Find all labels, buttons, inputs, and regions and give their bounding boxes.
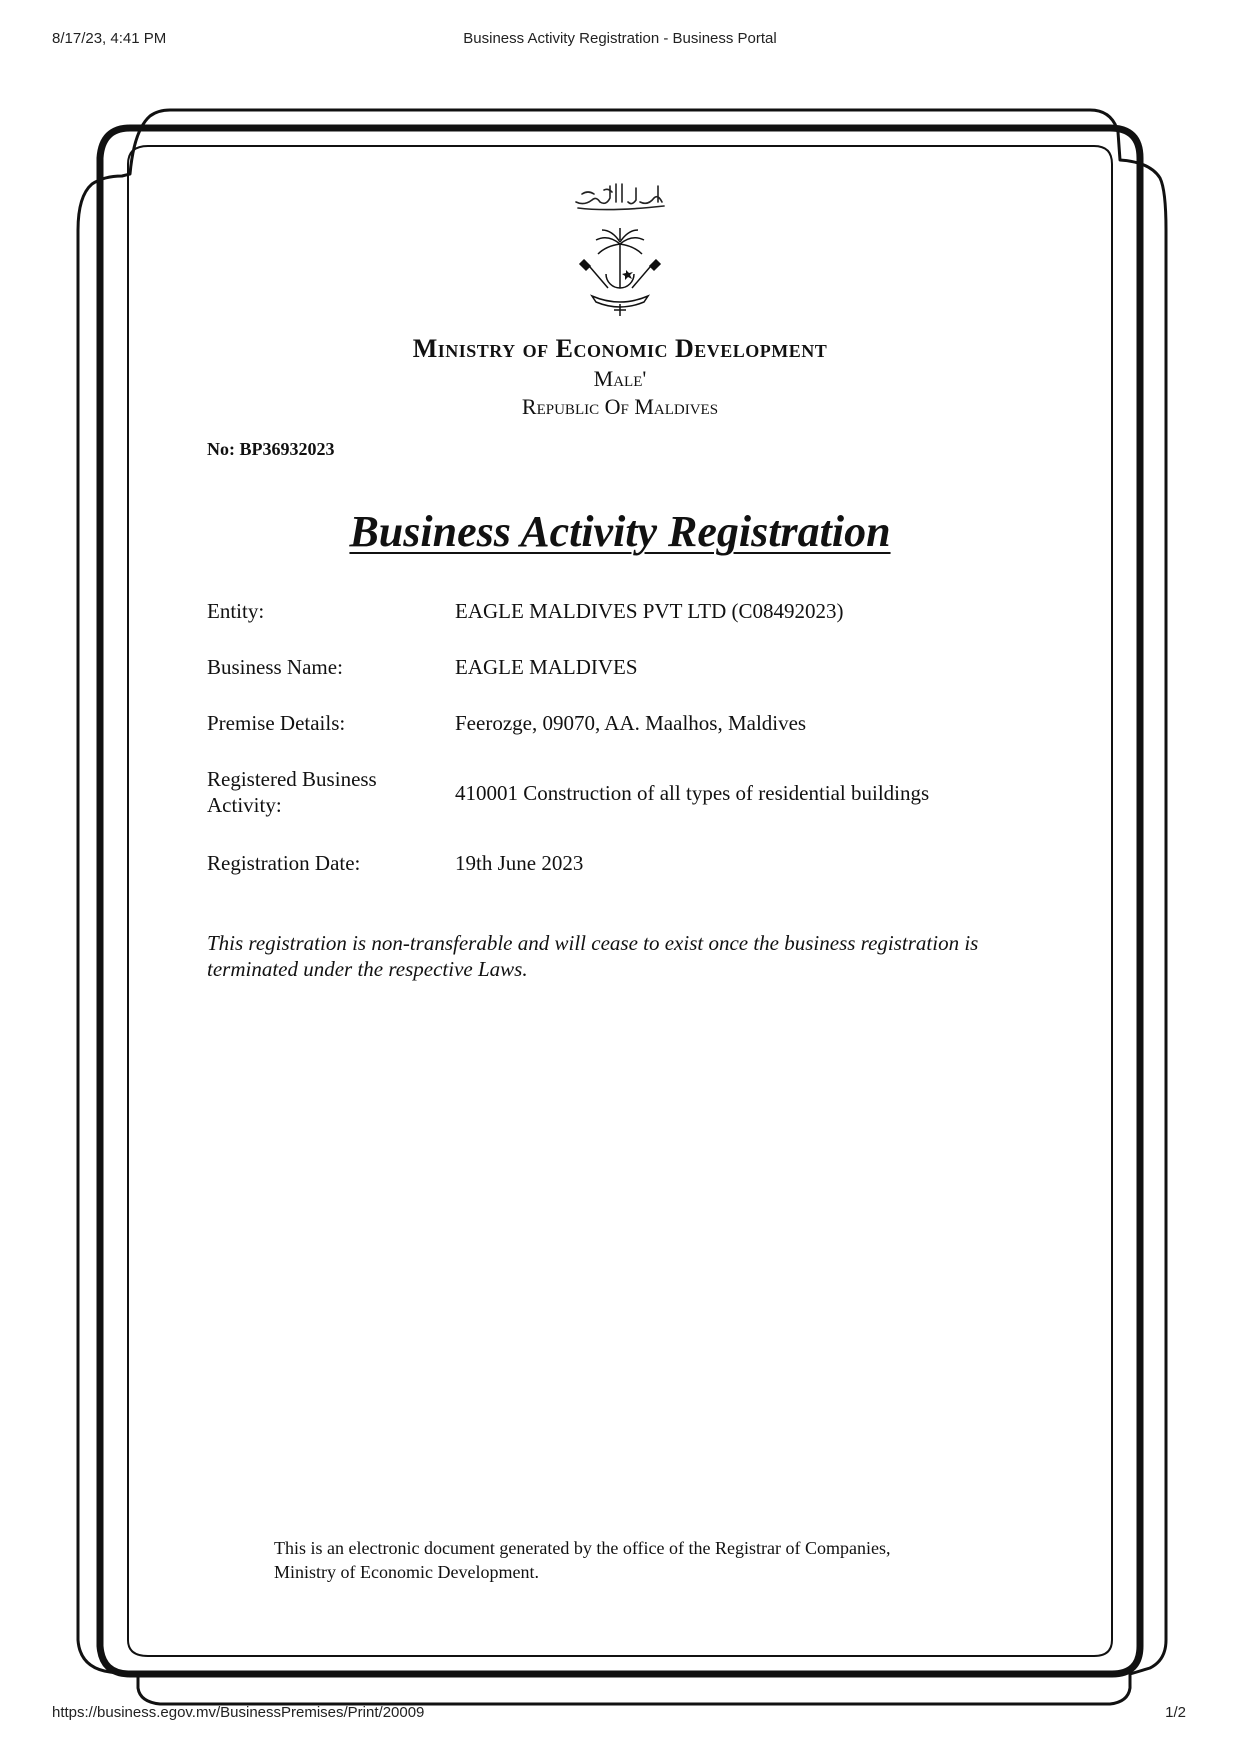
field-value: EAGLE MALDIVES xyxy=(455,655,638,679)
field-value: Feerozge, 09070, AA. Maalhos, Maldives xyxy=(455,711,807,735)
print-footer xyxy=(0,1704,1240,1728)
print-datetime: 8/17/23, 4:41 PM xyxy=(52,30,167,47)
bismillah-calligraphy xyxy=(570,176,670,212)
field-label: Premise Details: xyxy=(207,711,346,735)
field-label: Registration Date: xyxy=(207,851,361,875)
print-page-number: 1/2 xyxy=(1165,1704,1186,1721)
print-page-title: Business Activity Registration - Business Portal xyxy=(463,30,777,47)
field-label: Business Name: xyxy=(207,655,343,679)
city-name: Male' xyxy=(593,366,647,391)
field-value: EAGLE MALDIVES PVT LTD (C08492023) xyxy=(455,599,844,623)
ministry-name: Ministry of Economic Development xyxy=(412,334,828,363)
national-emblem xyxy=(578,226,662,318)
transfer-notice: This registration is non-transferable and will cease to exist once the business registration is terminated under the respective Laws. xyxy=(207,931,979,981)
print-url: https://business.egov.mv/BusinessPremises/Print/20009 xyxy=(52,1704,425,1721)
field-value: 19th June 2023 xyxy=(455,851,584,875)
certificate-number xyxy=(207,439,335,460)
print-header xyxy=(0,30,1240,54)
certificate-title: Business Activity Registration xyxy=(349,507,891,556)
field-label: Registered Business Activity: xyxy=(207,767,377,817)
certificate-number-label: No: xyxy=(207,439,235,459)
field-value: 410001 Construction of all types of residential buildings xyxy=(455,781,930,805)
electronic-document-note: This is an electronic document generated by the office of the Registrar of Companies, Ministry of Economic Development. xyxy=(274,1538,891,1582)
field-label: Entity: xyxy=(207,599,265,623)
country-name: Republic Of Maldives xyxy=(521,394,719,419)
certificate-number-value: BP36932023 xyxy=(239,439,335,459)
